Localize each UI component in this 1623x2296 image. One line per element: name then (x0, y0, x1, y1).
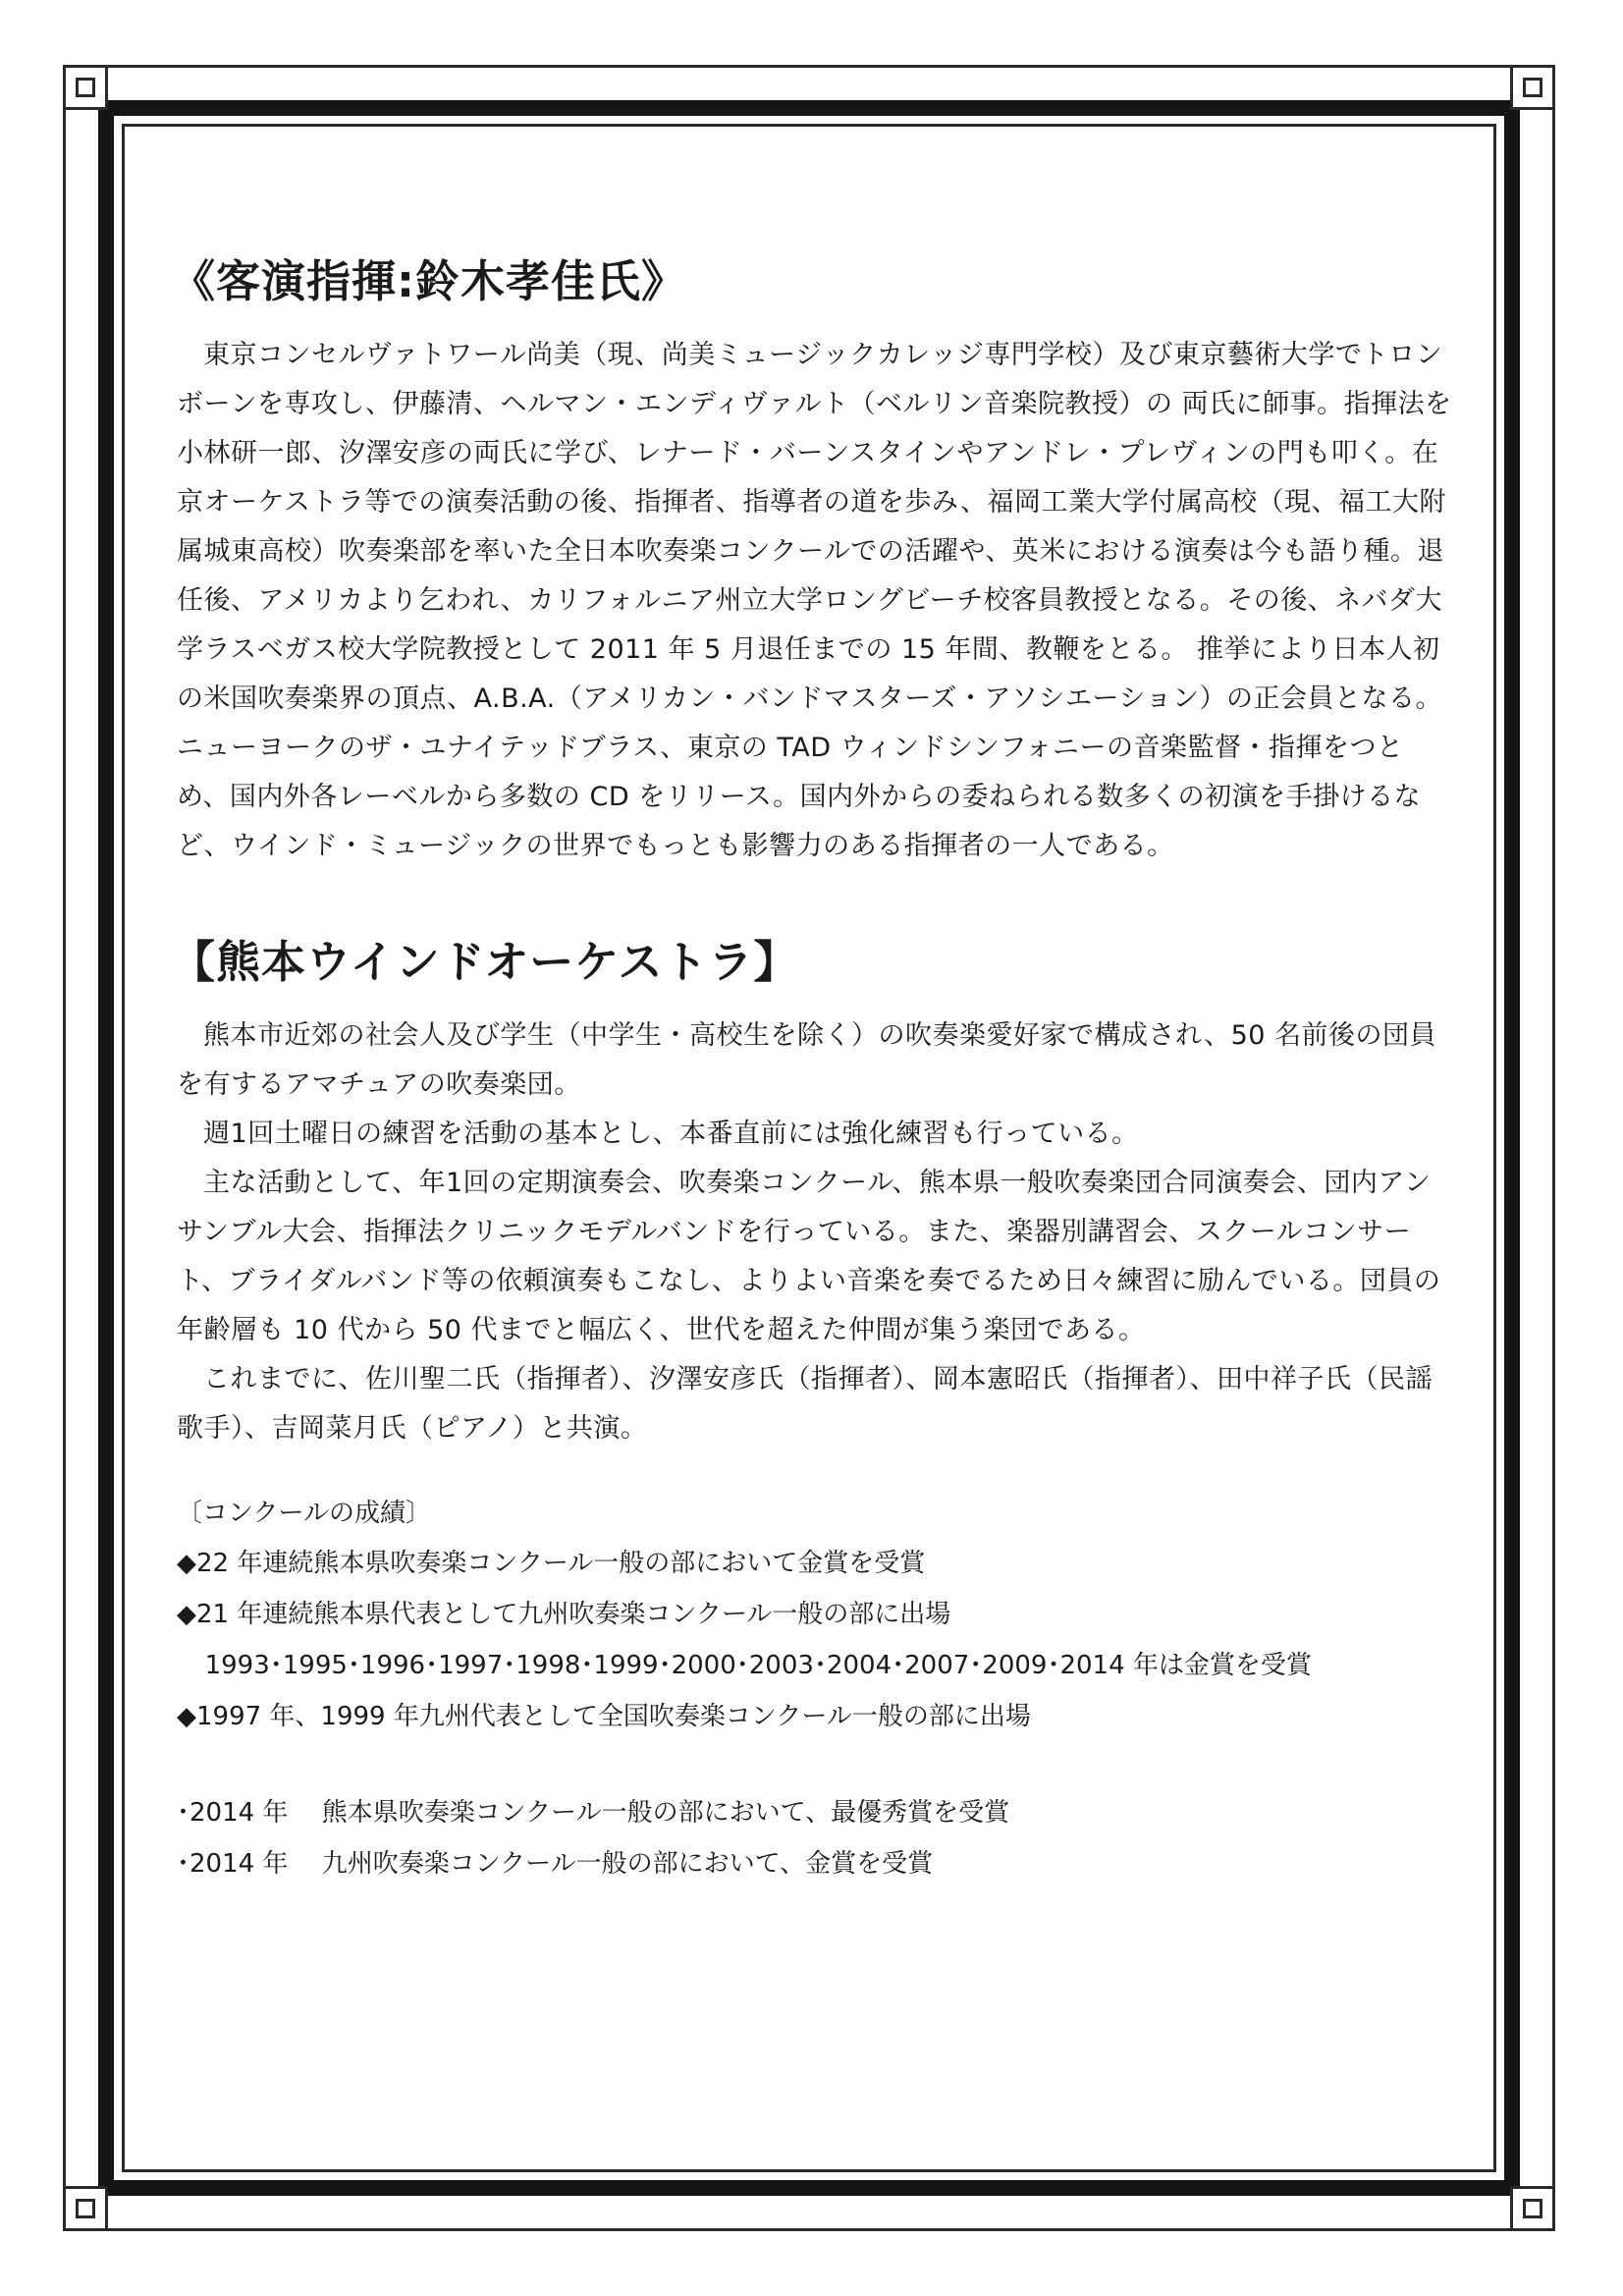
page-content (171, 246, 1453, 1889)
award-item: ･2014 年 九州吹奏楽コンクール一般の部において、金賞を受賞 (177, 1849, 934, 1879)
orchestra-paragraph: これまでに、佐川聖二氏（指揮者）、汐澤安彦氏（指揮者）、岡本憲昭氏（指揮者）、田中祥子氏（民謡歌手）、吉岡菜月氏（ピアノ）と共演。 (177, 1364, 1433, 1444)
conductor-section-title: 《客演指揮:鈴木孝佳氏》 (171, 255, 686, 307)
corner-ornament-bottom-right (1510, 2186, 1555, 2231)
corner-ornament-top-left (63, 65, 108, 110)
orchestra-section-title: 【熊本ウインドオーケストラ】 (171, 936, 799, 988)
awards-spacer (177, 1742, 1453, 1787)
corner-ornament-top-right (1510, 65, 1555, 110)
orchestra-paragraph: 熊本市近郊の社会人及び学生（中学生・高校生を除く）の吹奏楽愛好家で構成され、50 名前後の団員を有するアマチュアの吹奏楽団。 (177, 1020, 1437, 1100)
section-spacer (177, 871, 1453, 926)
result-item: ◆1997 年、1999 年九州代表として全国吹奏楽コンクール一般の部に出場 (177, 1702, 1031, 1731)
result-item: ◆21 年連続熊本県代表として九州吹奏楽コンクール一般の部に出場 (177, 1600, 951, 1629)
result-item: ◆22 年連続熊本県吹奏楽コンクール一般の部において金賞を受賞 (177, 1549, 926, 1578)
result-item-years: 1993･1995･1996･1997･1998･1999･2000･2003･2004･2007･2009･2014 年は金賞を受賞 (204, 1651, 1312, 1680)
orchestra-section (171, 926, 1453, 1889)
orchestra-paragraph: 主な活動として、年1回の定期演奏会、吹奏楽コンクール、熊本県一般吹奏楽団合同演奏会、団内アンサンブル大会、指揮法クリニックモデルバンドを行っている。また、楽器別講習会、スクールコンサート、ブライダルバンド等の依頼演奏もこなし、よりよい音楽を奏でるため日々練習に励んでいる。団員の年齢層も 10 代から 50 代までと幅広く、世代を超えた仲間が集う楽団である。 (177, 1168, 1441, 1345)
orchestra-paragraph: 週1回土曜日の練習を活動の基本とし、本番直前には強化練習も行っている。 (203, 1119, 1139, 1149)
corner-ornament-bottom-left (63, 2186, 108, 2231)
conductor-bio-paragraph: 東京コンセルヴァトワール尚美（現、尚美ミュージックカレッジ専門学校）及び東京藝術大学でトロンボーンを専攻し、伊藤清、ヘルマン・エンディヴァルト（ベルリン音楽院教授）の 両氏に師事。指揮法を小林研一郎、汐澤安彦の両氏に学び、レナード・バーンスタインやアンドレ・プレヴィンの門も叩く。在京オーケストラ等での演奏活動の後、指揮者、指導者の道を歩み、福岡工業大学付属高校（現、福工大附属城東高校）吹奏楽部を率いた全日本吹奏楽コンクールでの活躍や、英米における演奏は今も語り種。退任後、アメリカより乞われ、カリフォルニア州立大学ロングビーチ校客員教授となる。その後、ネバダ大学ラスベガス校大学院教授として 2011 年 5 月退任までの 15 年間、教鞭をとる。 推挙により日本人初の米国吹奏楽界の頂点、A.B.A.（アメリカン・バンドマスターズ・アソシエーション）の正会員となる。ニューヨークのザ・ユナイテッドブラス、東京の TAD ウィンドシンフォニーの音楽監督・指揮をつとめ、国内外各レーベルから多数の CD をリリース。国内外からの委ねられる数多くの初演を手掛けるなど、ウインド・ミュージックの世界でもっとも影響力のある指揮者の一人である。 (177, 340, 1452, 861)
conductor-section (171, 246, 1453, 871)
award-item: ･2014 年 熊本県吹奏楽コンクール一般の部において、最優秀賞を受賞 (177, 1798, 1010, 1828)
results-heading: 〔コンクールの成績〕 (177, 1499, 431, 1528)
